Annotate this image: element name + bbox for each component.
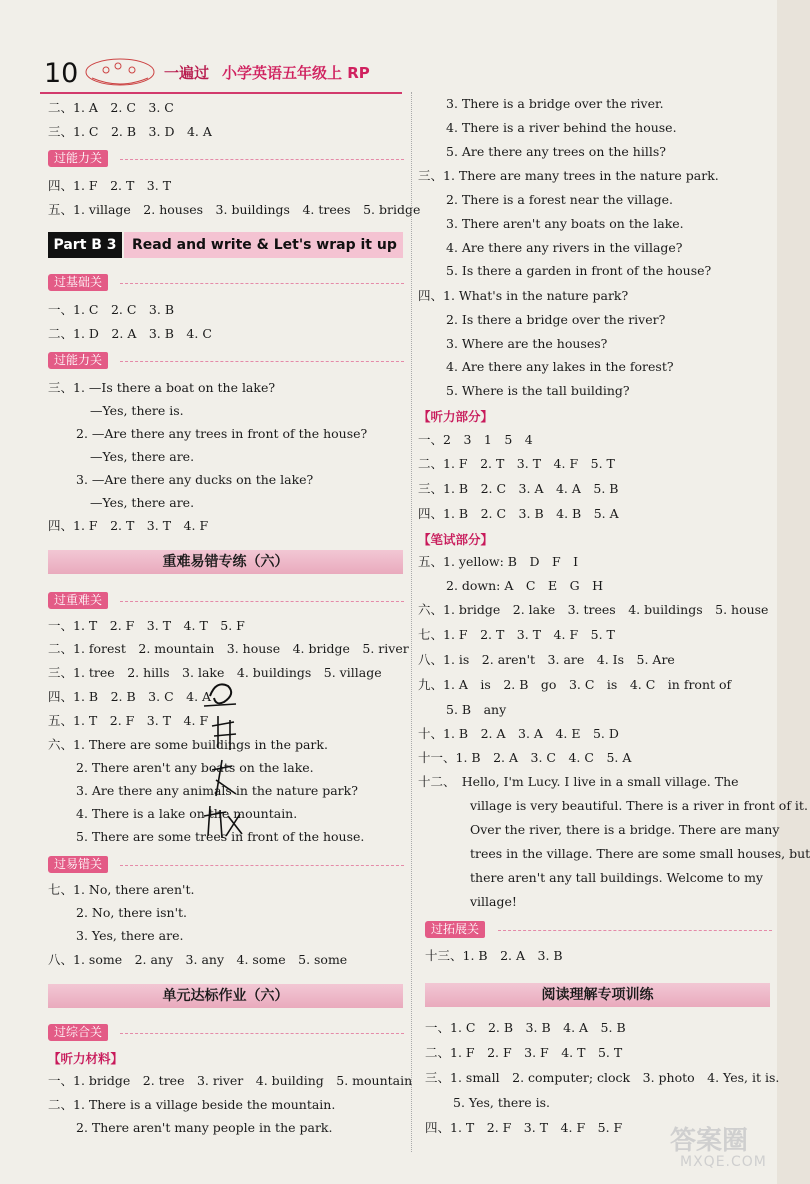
answer-line: 四、1. T 2. F 3. T 4. F 5. F xyxy=(425,1120,623,1135)
part-title: Read and write & Let's wrap it up xyxy=(124,232,403,258)
part-badge: Part B 3 xyxy=(48,232,122,258)
column-divider xyxy=(411,92,412,1152)
answer-line: 4. Are there any lakes in the forest? xyxy=(446,359,674,374)
answer-line: 十、1. B 2. A 3. A 4. E 5. D xyxy=(418,726,619,741)
answer-line: 三、1. B 2. C 3. A 4. A 5. B xyxy=(418,481,619,496)
answer-line: 5. B any xyxy=(446,702,507,717)
answer-line: —Yes, there is. xyxy=(90,403,184,418)
answer-line: 十一、1. B 2. A 3. C 4. C 5. A xyxy=(418,750,632,765)
section-tag: 过重难关 xyxy=(48,592,108,609)
answer-line: 5. Is there a garden in front of the house? xyxy=(446,263,712,278)
answer-line: 2. There aren't any boats on the lake. xyxy=(76,760,314,775)
answer-line: 一、1. T 2. F 3. T 4. T 5. F xyxy=(48,618,245,633)
section-bar: 阅读理解专项训练 xyxy=(425,983,770,1007)
answer-line: —Yes, there are. xyxy=(90,495,195,510)
answer-line: village! xyxy=(470,894,517,909)
answer-line: 4. There is a lake on the mountain. xyxy=(76,806,298,821)
answer-line: 十二、 Hello, I'm Lucy. I live in a small village. The xyxy=(418,774,739,789)
section-bar: 单元达标作业（六） xyxy=(48,984,403,1008)
answer-line: 3. Where are the houses? xyxy=(446,336,608,351)
answer-line: 三、1. small 2. computer; clock 3. photo 4. Yes, it is. xyxy=(425,1070,780,1085)
answer-line: 二、1. F 2. T 3. T 4. F 5. T xyxy=(418,456,615,471)
answer-line: 一、1. C 2. B 3. B 4. A 5. B xyxy=(425,1020,626,1035)
answer-line: 二、1. There is a village beside the mountain. xyxy=(48,1097,336,1112)
answer-line: 一、2 3 1 5 4 xyxy=(418,432,533,447)
book-title: 小学英语五年级上 RP xyxy=(222,64,370,82)
watermark-logo: 答案圈 xyxy=(670,1126,749,1156)
answer-line: 二、1. F 2. F 3. F 4. T 5. T xyxy=(425,1045,623,1060)
svg-text:一遍过: 一遍过 xyxy=(164,64,210,82)
section-rule xyxy=(120,1033,404,1034)
handwriting-scribble xyxy=(196,676,256,846)
answer-line: 一、1. C 2. C 3. B xyxy=(48,302,175,317)
answer-line: 四、1. B 2. C 3. B 4. B 5. A xyxy=(418,506,619,521)
answer-line: 3. Are there any animals in the nature park? xyxy=(76,783,358,798)
answer-line: 八、1. is 2. aren't 3. are 4. Is 5. Are xyxy=(418,652,675,667)
answer-line: 四、1. F 2. T 3. T 4. F xyxy=(48,518,209,533)
section-rule xyxy=(120,865,404,866)
answer-line: 5. Yes, there is. xyxy=(453,1095,551,1110)
answer-line: 五、1. yellow: B D F I xyxy=(418,554,579,569)
answer-line: 2. —Are there any trees in front of the house? xyxy=(76,426,368,441)
answer-line: 四、1. F 2. T 3. T xyxy=(48,178,172,193)
answer-line: 四、1. B 2. B 3. C 4. A xyxy=(48,689,212,704)
section-rule xyxy=(120,601,404,602)
answer-line: 二、1. A 2. C 3. C xyxy=(48,100,174,115)
answer-line: 五、1. village 2. houses 3. buildings 4. trees 5. bridge xyxy=(48,202,421,217)
page-number: 10 xyxy=(44,58,79,89)
answer-line: 5. Where is the tall building? xyxy=(446,383,630,398)
watermark-url: MXQE.COM xyxy=(680,1154,767,1170)
answer-line: 5. There are some trees in front of the house. xyxy=(76,829,365,844)
section-rule xyxy=(498,930,772,931)
section-label: 【听力部分】 xyxy=(418,409,494,424)
answer-line: there aren't any tall buildings. Welcome to my xyxy=(470,870,763,885)
header-rule xyxy=(40,92,402,94)
section-rule xyxy=(120,159,404,160)
answer-line: 三、1. tree 2. hills 3. lake 4. buildings 5. village xyxy=(48,665,382,680)
page-header xyxy=(40,52,410,96)
answer-line: 2. There is a forest near the village. xyxy=(446,192,673,207)
answer-line: 九、1. A is 2. B go 3. C is 4. C in front of xyxy=(418,677,732,692)
answer-line: 2. There aren't many people in the park. xyxy=(76,1120,333,1135)
answer-line: 三、1. —Is there a boat on the lake? xyxy=(48,380,276,395)
answer-line: trees in the village. There are some small houses, but xyxy=(470,846,810,861)
answer-line: 七、1. F 2. T 3. T 4. F 5. T xyxy=(418,627,615,642)
answer-line: —Yes, there are. xyxy=(90,449,195,464)
section-label: 【听力材料】 xyxy=(48,1051,124,1066)
answer-line: 2. No, there isn't. xyxy=(76,905,188,920)
answer-line: 六、1. bridge 2. lake 3. trees 4. buildings 5. house xyxy=(418,602,769,617)
answer-line: 2. down: A C E G H xyxy=(446,578,603,593)
answer-line: 四、1. What's in the nature park? xyxy=(418,288,629,303)
answer-line: 七、1. No, there aren't. xyxy=(48,882,195,897)
section-bar: 重难易错专练（六） xyxy=(48,550,403,574)
answer-line: 3. —Are there any ducks on the lake? xyxy=(76,472,314,487)
answer-line: 八、1. some 2. any 3. any 4. some 5. some xyxy=(48,952,348,967)
section-tag: 过拓展关 xyxy=(425,921,485,938)
answer-line: 2. Is there a bridge over the river? xyxy=(446,312,666,327)
section-label: 【笔试部分】 xyxy=(418,532,494,547)
section-tag: 过易错关 xyxy=(48,856,108,873)
section-tag: 过能力关 xyxy=(48,352,108,369)
part-heading xyxy=(48,232,403,258)
answer-line: Over the river, there is a bridge. There are many xyxy=(470,822,780,837)
brand-logo xyxy=(82,54,222,90)
answer-line: 六、1. There are some buildings in the park. xyxy=(48,737,328,752)
answer-line: 三、1. There are many trees in the nature park. xyxy=(418,168,719,183)
answer-line: 一、1. bridge 2. tree 3. river 4. building 5. mountain xyxy=(48,1073,413,1088)
answer-line: 4. Are there any rivers in the village? xyxy=(446,240,683,255)
section-tag: 过基础关 xyxy=(48,274,108,291)
answer-line: 二、1. forest 2. mountain 3. house 4. bridge 5. river xyxy=(48,641,409,656)
answer-line: 5. Are there any trees on the hills? xyxy=(446,144,666,159)
answer-line: 十三、1. B 2. A 3. B xyxy=(425,948,563,963)
answer-line: 3. Yes, there are. xyxy=(76,928,184,943)
section-tag: 过能力关 xyxy=(48,150,108,167)
answer-line: village is very beautiful. There is a river in front of it. xyxy=(470,798,808,813)
answer-line: 3. There is a bridge over the river. xyxy=(446,96,664,111)
right-margin xyxy=(777,0,810,1184)
answer-line: 三、1. C 2. B 3. D 4. A xyxy=(48,124,212,139)
answer-line: 五、1. T 2. F 3. T 4. F xyxy=(48,713,209,728)
answer-line: 4. There is a river behind the house. xyxy=(446,120,677,135)
answer-line: 二、1. D 2. A 3. B 4. C xyxy=(48,326,212,341)
section-tag: 过综合关 xyxy=(48,1024,108,1041)
section-rule xyxy=(120,283,404,284)
section-rule xyxy=(120,361,404,362)
answer-line: 3. There aren't any boats on the lake. xyxy=(446,216,684,231)
